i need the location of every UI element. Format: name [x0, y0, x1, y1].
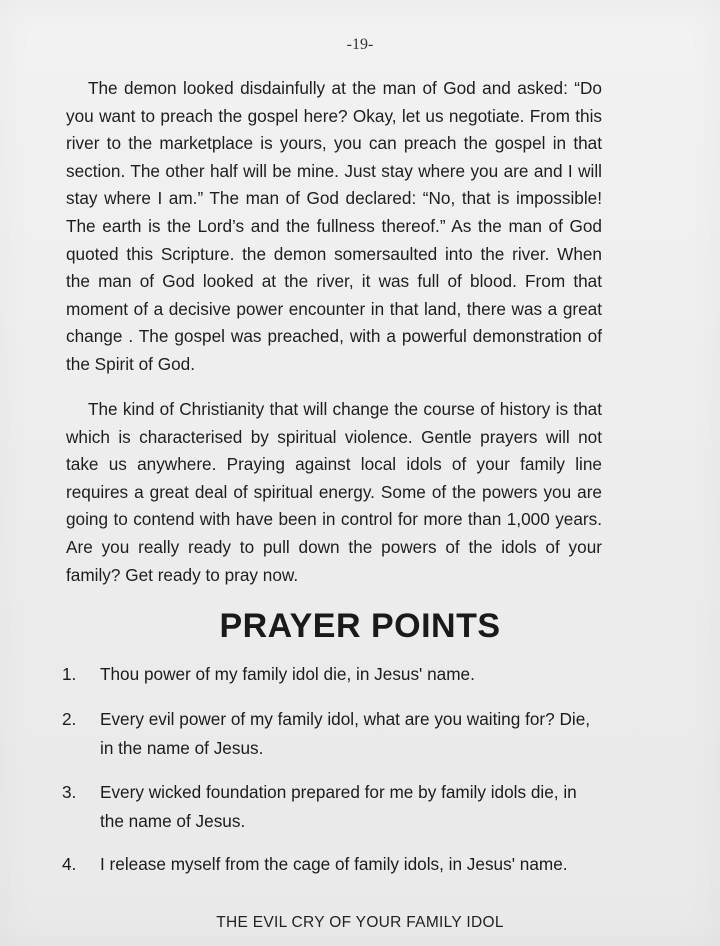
prayer-point-number: 4. [62, 854, 77, 874]
body-paragraph-2: The kind of Christianity that will change the course of history is that which is characterised by spiritual violence. Gentle prayers will not take us anywhere. Praying against local idols of your family line requires a great deal of spiritual energy. Some of the powers you are going to contend with have been in control for more than 1,000 years. Are you really ready to pull down the powers of the idols of your family? Get ready to pray now. [66, 399, 602, 585]
prayer-point-number: 1. [62, 664, 77, 684]
section-heading: PRAYER POINTS [219, 607, 501, 645]
prayer-point-number: 3. [62, 782, 77, 802]
page-number: -19- [346, 36, 374, 53]
prayer-point-text: Thou power of my family idol die, in Jesus' name. [100, 664, 475, 684]
prayer-point-text: Every evil power of my family idol, what are you waiting for? Die, in the name of Jesus. [100, 709, 591, 758]
prayer-point-number: 2. [62, 709, 77, 729]
prayer-point-text: Every wicked foundation prepared for me by family idols die, in the name of Jesus. [100, 782, 577, 831]
prayer-point-text: I release myself from the cage of family idols, in Jesus' name. [100, 854, 568, 874]
running-footer-title: THE EVIL CRY OF YOUR FAMILY IDOL [216, 914, 504, 931]
body-paragraph-1: The demon looked disdainfully at the man of God and asked: “Do you want to preach the gospel here? Okay, let us negotiate. From this river to the marketplace is yours, you can preach the gospel in that section. The other half will be mine. Just stay where you are and I will stay where I am.” The man of God declared: “No, that is impossible! The earth is the Lord’s and the fullness thereof.” As the man of God quoted this Scripture. the demon somersaulted into the river. When the man of God looked at the river, it was full of blood. From that moment of a decisive power encounter in that land, there was a great change . The gospel was preached, with a powerful demonstration of the Spirit of God. [66, 78, 602, 374]
